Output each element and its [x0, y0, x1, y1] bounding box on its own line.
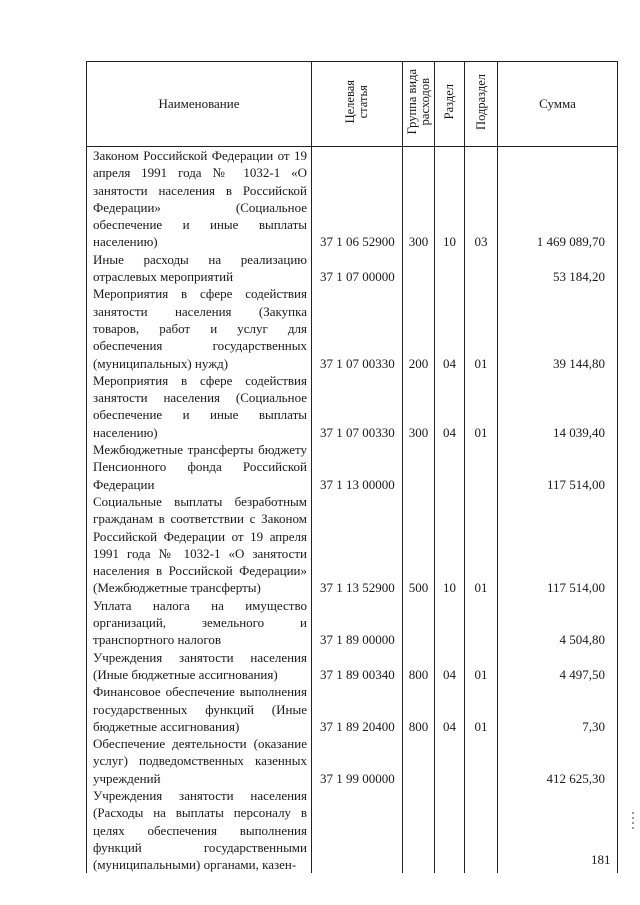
- row-name: Межбюджетные трансферты бюджету Пенсионного фонда Российской Федерации: [87, 441, 312, 493]
- row-expense-group: [403, 441, 435, 493]
- table-body: [87, 147, 618, 874]
- row-amount: 117 514,00: [498, 441, 618, 493]
- row-expense-group: 200: [403, 285, 435, 371]
- header-name: Наименование: [87, 62, 312, 147]
- row-article: 37 1 07 00000: [312, 251, 403, 286]
- row-expense-group: 800: [403, 683, 435, 735]
- row-name: Иные расходы на реализацию отраслевых мероприятий: [87, 251, 312, 286]
- row-article: 37 1 89 00340: [312, 649, 403, 684]
- row-article: 37 1 13 00000: [312, 441, 403, 493]
- row-article: 37 1 07 00330: [312, 285, 403, 371]
- header-section-label: Раздел: [442, 84, 456, 120]
- row-amount: 4 497,50: [498, 649, 618, 684]
- row-amount: 7,30: [498, 683, 618, 735]
- row-expense-group: 500: [403, 493, 435, 597]
- table-row: [87, 285, 618, 371]
- page-number: 181: [591, 852, 611, 867]
- row-expense-group: 300: [403, 147, 435, 251]
- row-amount: 412 625,30: [498, 735, 618, 787]
- row-subsection: 03: [465, 147, 498, 251]
- row-article: 37 1 13 52900: [312, 493, 403, 597]
- header-section: [435, 62, 465, 147]
- header-article: [312, 62, 403, 147]
- header-expense-group-label: Группа вида расходов: [404, 69, 432, 135]
- table-row: [87, 683, 618, 735]
- table-row: [87, 441, 618, 493]
- row-section: [435, 735, 465, 787]
- table-row: [87, 147, 618, 251]
- row-section: 04: [435, 649, 465, 684]
- row-subsection: 01: [465, 683, 498, 735]
- row-section: 10: [435, 147, 465, 251]
- table-row: [87, 787, 618, 873]
- row-expense-group: 800: [403, 649, 435, 684]
- table-row: [87, 649, 618, 684]
- row-amount: 14 039,40: [498, 372, 618, 441]
- margin-mark: [632, 812, 634, 832]
- row-amount: 53 184,20: [498, 251, 618, 286]
- row-article: 37 1 07 00330: [312, 372, 403, 441]
- row-expense-group: 300: [403, 372, 435, 441]
- row-name: Финансовое обеспечение выполнения государственных функций (Иные бюджетные ассигнования): [87, 683, 312, 735]
- row-subsection: 01: [465, 493, 498, 597]
- table-header-row: [87, 62, 618, 147]
- row-section: [435, 441, 465, 493]
- table-row: [87, 251, 618, 286]
- row-section: [435, 597, 465, 649]
- row-subsection: 01: [465, 372, 498, 441]
- row-subsection: [465, 251, 498, 286]
- row-subsection: [465, 597, 498, 649]
- row-expense-group: [403, 597, 435, 649]
- row-article: 37 1 89 20400: [312, 683, 403, 735]
- row-subsection: [465, 787, 498, 873]
- row-name: Уплата налога на имущество организаций, земельного и транспортного налогов: [87, 597, 312, 649]
- row-section: 04: [435, 372, 465, 441]
- budget-table: [86, 61, 618, 873]
- row-section: 04: [435, 285, 465, 371]
- row-article: 37 1 89 00000: [312, 597, 403, 649]
- row-name: Учреждения занятости населения (Расходы на выплаты персоналу в целях обеспечения выполнения функций государственными (муниципальными) органами, казен-: [87, 787, 312, 873]
- row-section: [435, 787, 465, 873]
- header-subsection-label: Подраздел: [473, 74, 488, 130]
- row-amount: 4 504,80: [498, 597, 618, 649]
- row-article: 37 1 06 52900: [312, 147, 403, 251]
- row-name: Обеспечение деятельности (оказание услуг) подведомственных казенных учреждений: [87, 735, 312, 787]
- row-subsection: [465, 735, 498, 787]
- row-expense-group: [403, 251, 435, 286]
- row-article: [312, 787, 403, 873]
- row-subsection: [465, 441, 498, 493]
- row-subsection: 01: [465, 285, 498, 371]
- row-amount: 117 514,00: [498, 493, 618, 597]
- header-amount: Сумма: [498, 62, 618, 147]
- header-subsection: [465, 62, 498, 147]
- row-subsection: 01: [465, 649, 498, 684]
- row-name: Мероприятия в сфере содействия занятости населения (Закупка товаров, работ и услуг для обеспечения государственных (муниципальных) нужд): [87, 285, 312, 371]
- row-section: [435, 251, 465, 286]
- table-row: [87, 735, 618, 787]
- header-article-label: Целевая статья: [343, 80, 370, 124]
- row-name: Учреждения занятости населения (Иные бюджетные ассигнования): [87, 649, 312, 684]
- row-section: 10: [435, 493, 465, 597]
- table-row: [87, 493, 618, 597]
- table-row: [87, 597, 618, 649]
- row-amount: 1 469 089,70: [498, 147, 618, 251]
- row-name: Социальные выплаты безработным гражданам в соответствии с Законом Российской Федерации от 19 апреля 1991 года № 1032-1 «О занятости населения в Российской Федерации» (Межбюджетные трансферты): [87, 493, 312, 597]
- row-amount: 39 144,80: [498, 285, 618, 371]
- row-expense-group: [403, 787, 435, 873]
- table-row: [87, 372, 618, 441]
- row-section: 04: [435, 683, 465, 735]
- row-article: 37 1 99 00000: [312, 735, 403, 787]
- row-name: Мероприятия в сфере содействия занятости населения (Социальное обеспечение и иные выплаты населению): [87, 372, 312, 441]
- row-name: Законом Российской Федерации от 19 апреля 1991 года № 1032-1 «О занятости населения в Российской Федерации» (Социальное обеспечение и иные выплаты населению): [87, 147, 312, 251]
- header-expense-group: [403, 62, 435, 147]
- row-expense-group: [403, 735, 435, 787]
